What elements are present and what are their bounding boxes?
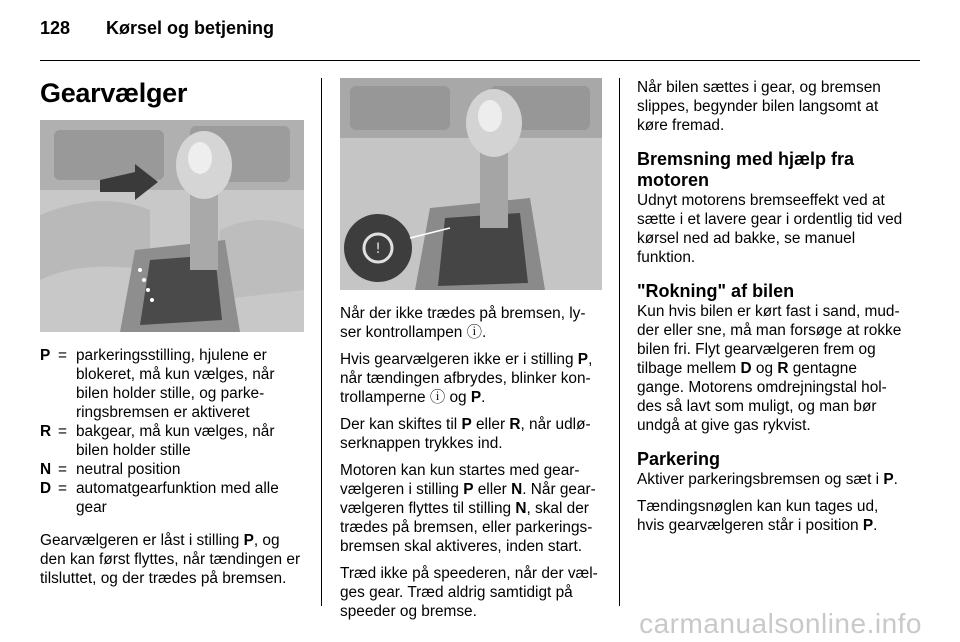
text-bold: R <box>509 416 521 433</box>
text: , når udlø-serknappen trykkes ind. <box>340 416 591 452</box>
legend-eq: = <box>58 480 67 497</box>
paragraph: Når bilen sættes i gear, og bremsen slippes, begynder bilen langsomt at køre fremad. <box>637 79 881 134</box>
legend-key: D <box>40 480 52 497</box>
gear-legend <box>40 346 304 517</box>
column-1 <box>40 78 304 596</box>
legend-key: P <box>40 347 51 364</box>
legend-row <box>40 479 304 517</box>
column-divider <box>321 78 322 606</box>
legend-row <box>40 422 304 460</box>
text: gentagne gange. Motorens omdrejningstal hol-des så lavt som muligt, og man bør undgå at give gas rykvist. <box>637 360 887 434</box>
legend-text: bakgear, må kun vælges, når bilen holder stille <box>76 423 275 459</box>
legend-key: N <box>40 461 52 478</box>
watermark: carmanualsonline.info <box>639 608 922 639</box>
text-bold: D <box>740 360 752 377</box>
paragraph <box>637 302 903 435</box>
text-bold: N <box>511 481 523 498</box>
text: eller <box>471 416 510 433</box>
column-3 <box>637 78 903 543</box>
text: Tændingsnøglen kan kun tages ud, hvis gearvælgeren står i position <box>637 498 879 534</box>
text-bold: P <box>883 471 894 488</box>
legend-text: automatgearfunktion med alle gear <box>76 480 279 516</box>
text: Hvis gearvælgeren ikke er i stilling <box>340 351 578 368</box>
legend-row <box>40 460 304 479</box>
legend-eq: = <box>58 347 67 364</box>
column-2 <box>340 78 602 629</box>
text: . <box>481 389 486 406</box>
text-bold: P <box>243 532 254 549</box>
text-bold: P <box>470 389 482 406</box>
legend-row <box>40 346 304 422</box>
text-bold: P <box>577 351 589 368</box>
paragraph <box>637 470 903 489</box>
text: Motoren kan kun startes med gear-vælgeren i stilling <box>340 462 580 498</box>
paragraph: Træd ikke på speederen, når der væl-ges gear. Træd aldrig samtidigt på speeder og bremse. <box>340 565 598 620</box>
page-header <box>40 18 274 39</box>
text-bold: R <box>777 360 789 377</box>
section-title: Gearvælger <box>40 78 188 108</box>
text: . <box>873 517 878 534</box>
section-heading: "Rokning" af bilen <box>637 281 795 301</box>
paragraph <box>40 531 304 588</box>
paragraph <box>340 350 602 407</box>
legend-text: parkeringsstilling, hjulene er blokeret, må kun vælges, når bilen holder stille, og parke-ringsbremsen er aktiveret <box>76 347 275 421</box>
text: Der kan skiftes til <box>340 416 462 433</box>
legend-eq: = <box>58 461 67 478</box>
chapter-title: Kørsel og betjening <box>106 18 275 38</box>
paragraph <box>637 497 903 535</box>
legend-key: R <box>40 423 52 440</box>
paragraph: Udnyt motorens bremseeffekt ved at sætte i et lavere gear i ordentlig tid ved kørsel ned ad bakke, se manuel funktion. <box>637 192 903 266</box>
text: Aktiver parkeringsbremsen og sæt i <box>637 471 884 488</box>
column-divider <box>619 78 620 606</box>
paragraph <box>340 461 602 556</box>
page-number: 128 <box>40 18 71 38</box>
gear-lever-photo <box>40 120 304 332</box>
section-heading: Bremsning med hjælp fra motoren <box>637 149 855 190</box>
text: eller <box>473 481 512 498</box>
text: , skal der trædes på bremsen, eller parkerings-bremsen skal aktiveres, inden start. <box>340 500 593 555</box>
text-bold: N <box>515 500 527 517</box>
text: , når tændingen afbrydes, blinker kon-trollamperne ⓘ og <box>340 351 593 406</box>
gear-lever-warning-photo <box>340 78 602 290</box>
text: , og den kan først flyttes, når tændingen er tilsluttet, og der trædes på bremsen. <box>40 532 301 587</box>
svg-text:!: ! <box>375 241 381 257</box>
text: . Når gear-vælgeren flyttes til stilling <box>340 481 596 517</box>
section-heading: Parkering <box>637 449 721 469</box>
text: Gearvælgeren er låst i stilling <box>40 532 244 549</box>
paragraph: Når der ikke trædes på bremsen, ly-ser kontrollampen ⓘ. <box>340 305 586 341</box>
legend-text: neutral position <box>76 461 181 478</box>
text: . <box>893 471 898 488</box>
text-bold: P <box>862 517 874 534</box>
header-rule <box>40 60 920 61</box>
legend-eq: = <box>58 423 67 440</box>
text-bold: P <box>463 481 474 498</box>
text: og <box>751 360 778 377</box>
text: Kun hvis bilen er kørt fast i sand, mud-der eller sne, må man forsøge at rokke bilen fri. Flyt gearvælgeren frem og tilbage mellem <box>637 303 902 377</box>
paragraph <box>340 415 602 453</box>
text-bold: P <box>461 416 472 433</box>
